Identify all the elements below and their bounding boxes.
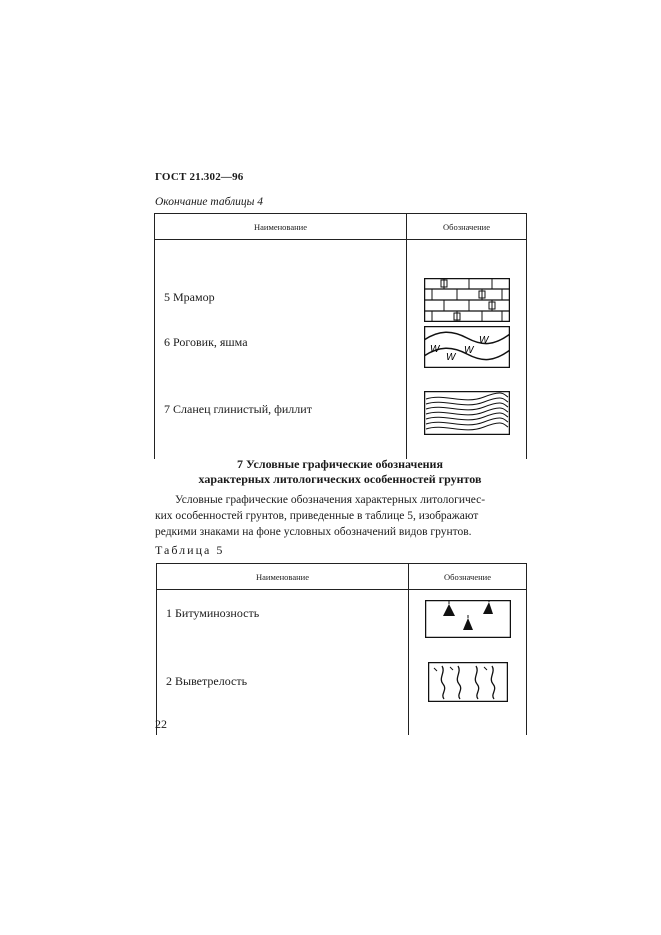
hornfels-wave-w-pattern-icon — [424, 326, 510, 368]
marble-brick-pattern-icon — [424, 278, 510, 322]
table-row — [155, 387, 527, 457]
document-code-header: ГОСТ 21.302—96 — [155, 171, 244, 183]
shale-wavy-lines-pattern-icon — [424, 391, 510, 435]
paragraph-line: Условные графические обозначения характерных литологичес- — [175, 494, 486, 506]
svg-text:W: W — [429, 344, 439, 355]
table5-header-symbol: Обозначение — [409, 564, 527, 590]
table4-header-name: Наименование — [155, 214, 407, 240]
table4-header-symbol: Обозначение — [407, 214, 527, 240]
section7-title-line2: характерных литологических особенностей грунтов — [198, 472, 482, 486]
table4-row-name: 6 Роговик, яшма — [164, 335, 248, 349]
paragraph-line: редкими знаками на фоне условных обозначений видов грунтов. — [155, 526, 472, 538]
paragraph-line: ких особенностей грунтов, приведенные в таблице 5, изображают — [155, 510, 479, 522]
table4 — [154, 213, 527, 459]
bitumen-triangles-icon — [425, 600, 511, 638]
svg-text:W: W — [463, 345, 473, 356]
weathering-curves-icon — [428, 662, 508, 702]
table5-caption: Таблица 5 — [155, 543, 225, 557]
table4-row-name: 5 Мрамор — [164, 290, 215, 304]
svg-text:W: W — [445, 352, 455, 363]
table4-row-name: 7 Сланец глинистый, филлит — [164, 402, 312, 416]
page-number: 22 — [155, 717, 167, 731]
svg-text:W: W — [478, 335, 488, 346]
table-row — [157, 590, 527, 660]
section7-title-line1: 7 Условные графические обозначения — [237, 457, 443, 471]
section7-paragraph — [155, 492, 527, 540]
section7-title — [150, 457, 530, 487]
table5 — [156, 563, 527, 735]
table-row — [155, 322, 527, 387]
table-row — [155, 240, 527, 323]
table5-header-name: Наименование — [157, 564, 409, 590]
table5-row-name: 1 Битуминозность — [166, 606, 260, 620]
table-row — [157, 660, 527, 735]
table5-row-name: 2 Выветрелость — [166, 673, 248, 688]
table4-caption: Окончание таблицы 4 — [155, 196, 263, 208]
